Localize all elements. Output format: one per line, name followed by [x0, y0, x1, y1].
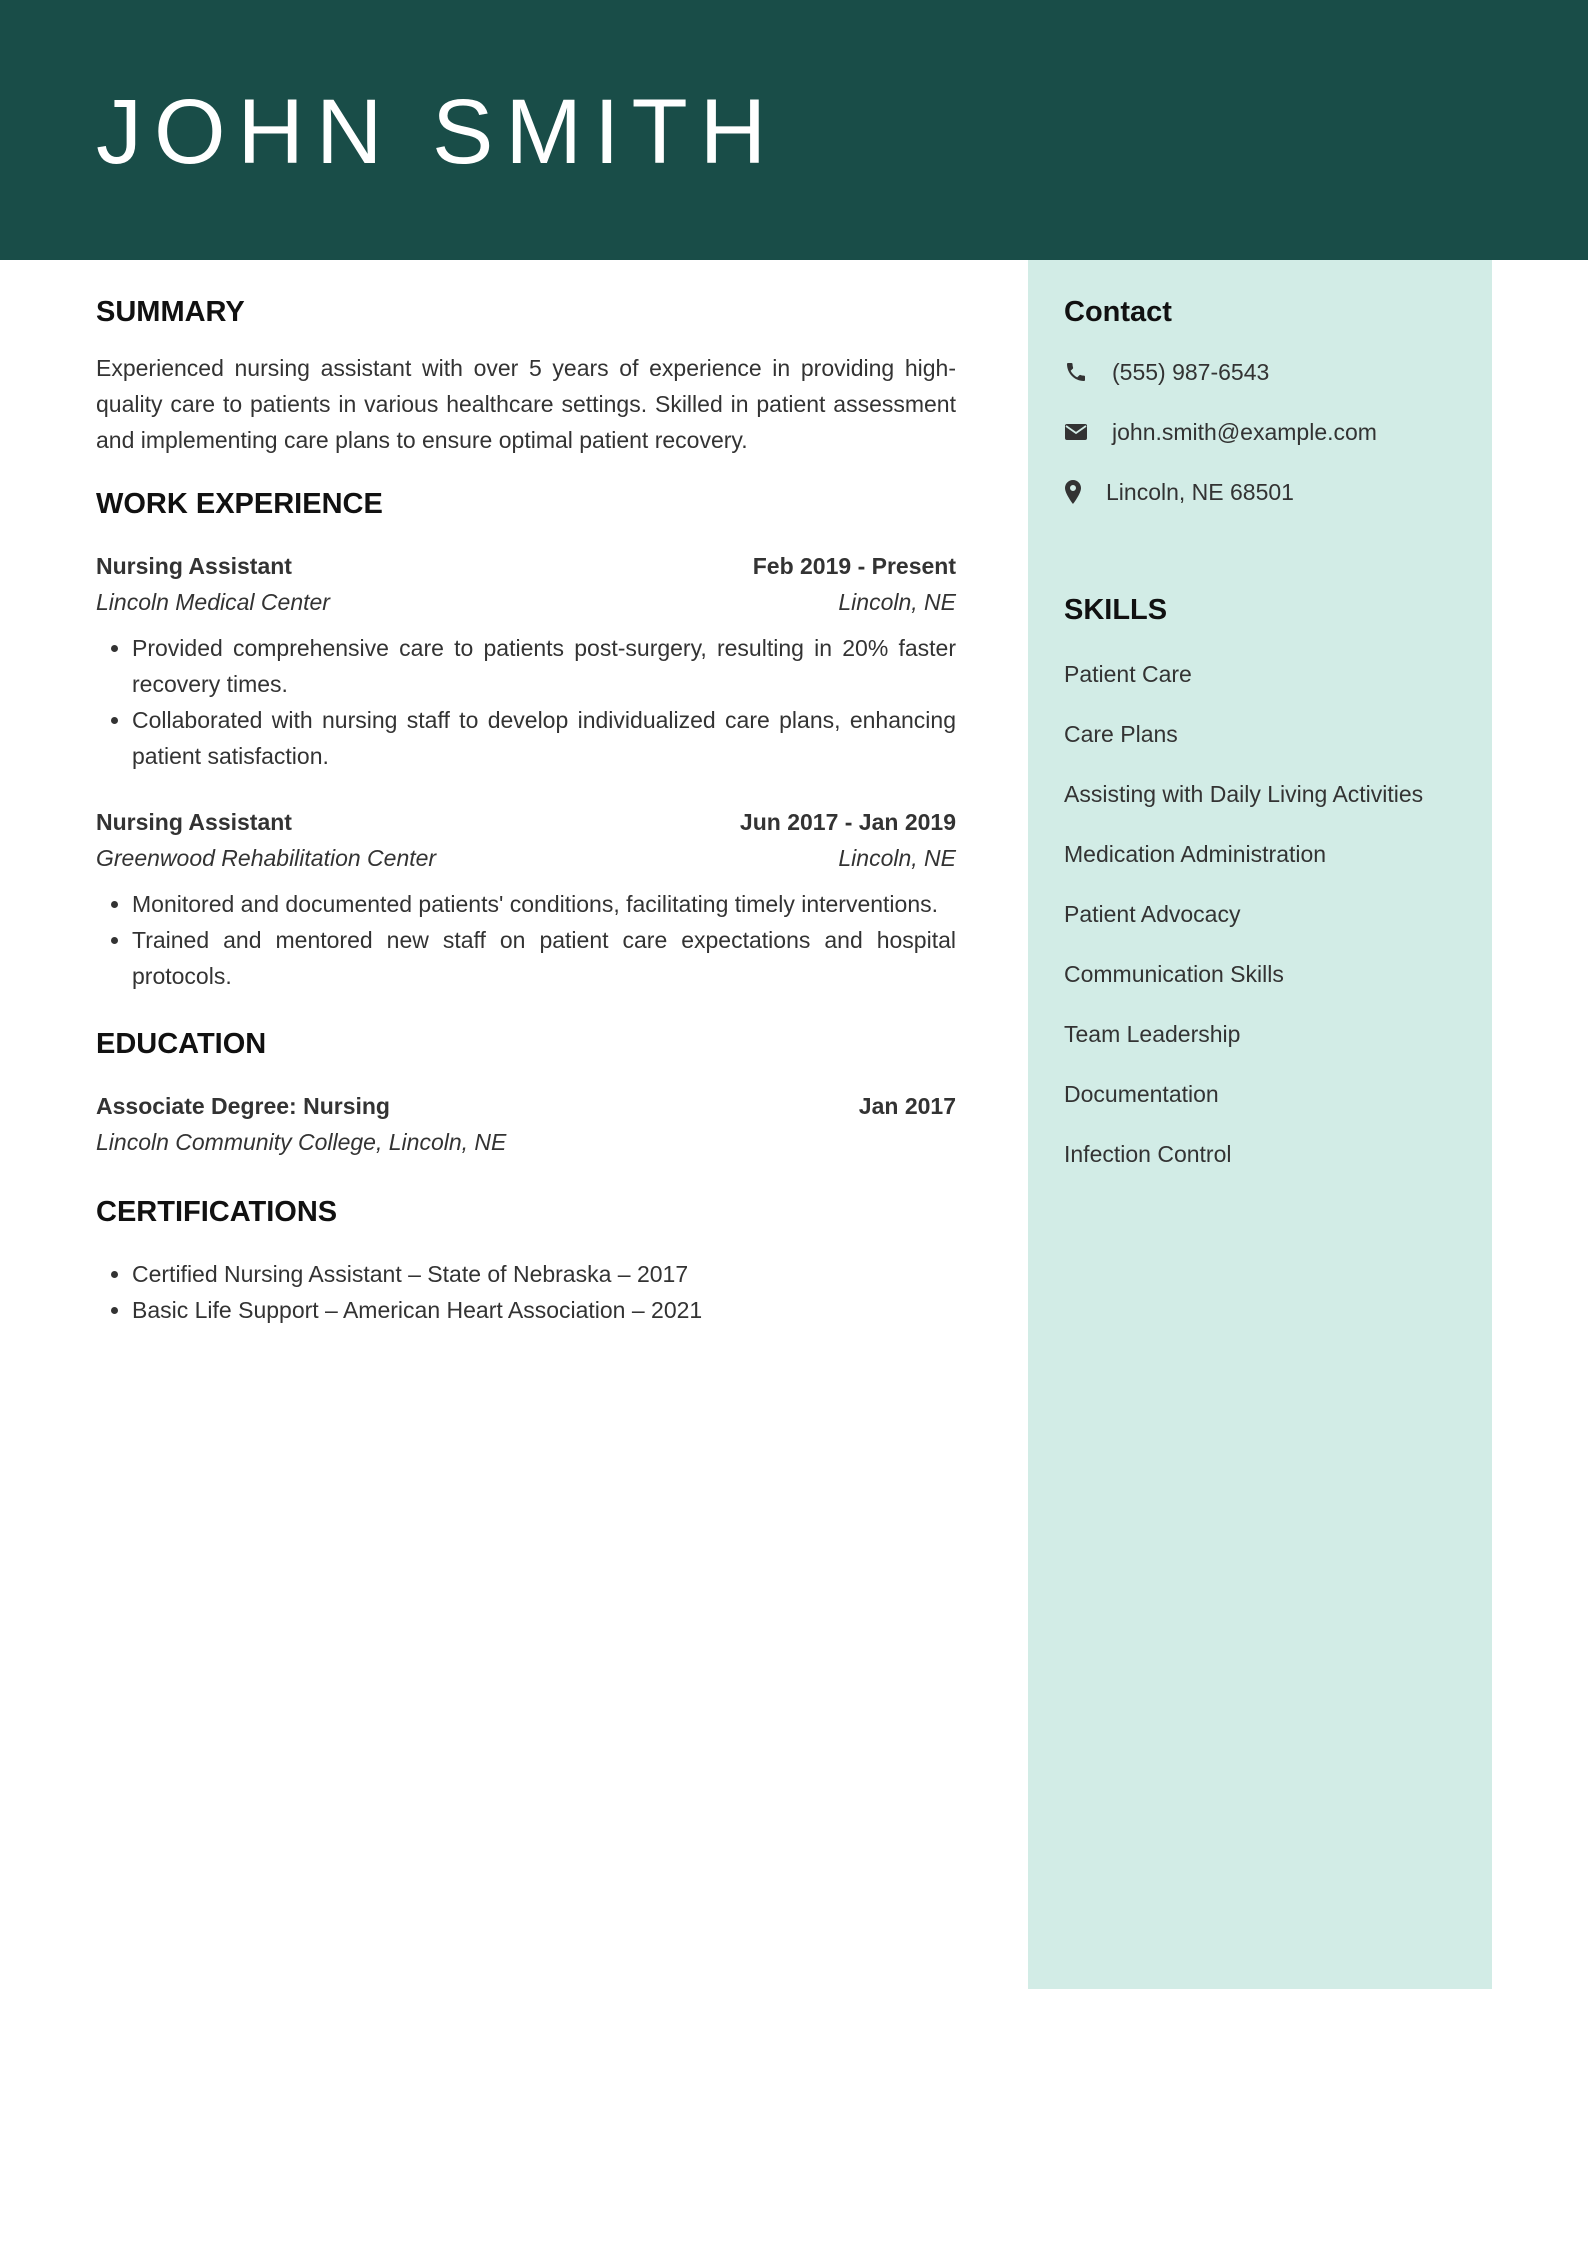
summary-text: Experienced nursing assistant with over 5 years of experience in providing high-quality care to patients in various healthcare settings. Skilled in patient assessment and implementing care plans to ensure optimal patient recovery. [96, 355, 956, 453]
skill-item: Documentation [1064, 1081, 1219, 1107]
education-date: Jan 2017 [858, 1093, 956, 1119]
job-employer-row [96, 584, 956, 620]
certifications-heading: CERTIFICATIONS [96, 1196, 338, 1228]
job-employer: Lincoln Medical Center [96, 589, 330, 615]
certification-item: • Basic Life Support – American Heart Association – 2021 [132, 1292, 956, 1328]
skill-item: Medication Administration [1064, 841, 1327, 867]
certification-item: • Certified Nursing Assistant – State of Nebraska – 2017 [132, 1256, 956, 1292]
sidebar [1028, 260, 1492, 1989]
certifications-section [96, 1192, 956, 1328]
job-role: Nursing Assistant [96, 809, 292, 835]
job-bullet: • Trained and mentored new staff on patient care expectations and hospital protocols. [132, 922, 956, 994]
job-employer: Greenwood Rehabilitation Center [96, 845, 437, 871]
skill-item: Team Leadership [1064, 1021, 1241, 1047]
contact-email-row [1064, 414, 1377, 450]
work-experience-heading: WORK EXPERIENCE [96, 488, 383, 520]
envelope-icon [1064, 419, 1090, 445]
phone-icon [1064, 359, 1090, 385]
job-entry [96, 548, 956, 774]
job-dates: Feb 2019 - Present [752, 553, 956, 579]
contact-location: Lincoln, NE 68501 [1106, 478, 1294, 505]
skills-list [1064, 656, 1423, 1196]
education-school-row [96, 1124, 956, 1160]
job-role: Nursing Assistant [96, 553, 292, 579]
contact-phone-row [1064, 354, 1269, 390]
certifications-list [96, 1256, 956, 1328]
education-header-row [96, 1088, 956, 1124]
job-bullet: • Provided comprehensive care to patients post-surgery, resulting in 20% faster recovery times. [132, 630, 956, 702]
skill-item: Assisting with Daily Living Activities [1064, 781, 1424, 807]
education-degree: Associate Degree: Nursing [96, 1093, 390, 1119]
job-bullet: • Collaborated with nursing staff to develop individualized care plans, enhancing patient satisfaction. [132, 702, 956, 774]
job-dates: Jun 2017 - Jan 2019 [739, 809, 956, 835]
skills-heading: SKILLS [1064, 594, 1168, 626]
summary-heading: SUMMARY [96, 296, 245, 328]
job-header-row [96, 804, 956, 840]
education-section [96, 1024, 956, 1160]
map-marker-icon [1064, 479, 1088, 505]
skill-item: Communication Skills [1064, 961, 1284, 987]
contact-location-row [1064, 474, 1294, 510]
candidate-name: JOHN SMITH [96, 81, 779, 183]
contact-phone[interactable]: (555) 987-6543 [1112, 358, 1270, 385]
skill-item: Infection Control [1064, 1141, 1232, 1167]
skill-item: Patient Advocacy [1064, 901, 1241, 927]
job-location: Lincoln, NE [838, 845, 956, 871]
job-entry [96, 804, 956, 994]
education-heading: EDUCATION [96, 1028, 267, 1060]
education-school: Lincoln Community College, Lincoln, NE [96, 1129, 507, 1155]
work-experience-section [96, 484, 956, 994]
skill-item: Care Plans [1064, 721, 1178, 747]
skill-item: Patient Care [1064, 661, 1192, 687]
job-header-row [96, 548, 956, 584]
header-banner [0, 0, 1588, 260]
summary-section [96, 292, 956, 458]
main-column [96, 292, 956, 1328]
job-bullets [96, 630, 956, 774]
job-bullets [96, 886, 956, 994]
contact-heading: Contact [1064, 296, 1172, 328]
contact-email[interactable]: john.smith@example.com [1112, 418, 1377, 445]
job-location: Lincoln, NE [838, 589, 956, 615]
job-employer-row [96, 840, 956, 876]
job-bullet: • Monitored and documented patients' conditions, facilitating timely interventions. [132, 886, 956, 922]
